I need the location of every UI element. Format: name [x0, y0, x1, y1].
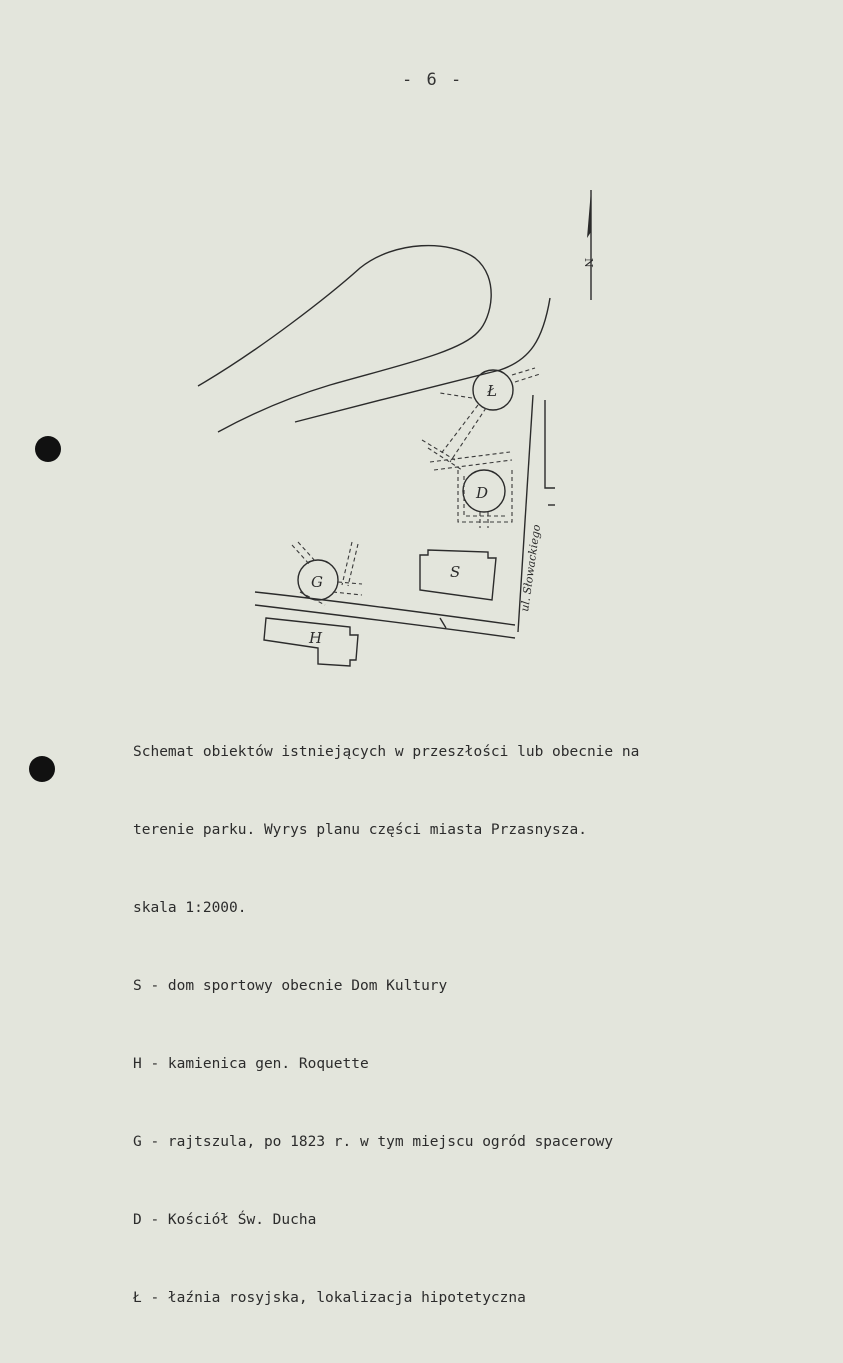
map-caption [133, 687, 773, 1363]
marker-rajtszula [298, 560, 338, 600]
page-number: - 6 - [402, 70, 464, 90]
building-s-label: S [450, 563, 461, 581]
legend-item-h: H - kamienica gen. Roquette [133, 1056, 369, 1072]
street-label: ul. Słowackiego [518, 523, 544, 613]
building-kamienica [264, 618, 358, 666]
legend-item-d: D - Kościół Św. Ducha [133, 1212, 317, 1228]
caption-scale: skala 1:2000. [133, 900, 247, 916]
marker-rajtszula-label: G [311, 573, 323, 591]
marker-kosciol-label: D [476, 484, 489, 502]
punch-hole-icon [29, 756, 55, 782]
curved-road [295, 298, 550, 422]
marker-lazna [473, 370, 513, 410]
caption-line-2: terenie parku. Wyrys planu części miasta Przasnysza. [133, 822, 587, 838]
building-h-label: H [309, 629, 323, 647]
legend-item-g: G - rajtszula, po 1823 r. w tym miejscu ogród spacerowy [133, 1134, 614, 1150]
punch-hole-icon [35, 436, 61, 462]
marker-lazna-label: Ł [487, 382, 498, 400]
legend-item-s: S - dom sportowy obecnie Dom Kultury [133, 978, 448, 994]
north-arrow-icon [582, 190, 595, 300]
legend-item-l: Ł - łaźnia rosyjska, lokalizacja hipotetyczna [133, 1290, 526, 1306]
marker-kosciol [463, 470, 505, 512]
caption-line-1: Schemat obiektów istniejących w przeszłości lub obecnie na [133, 744, 640, 760]
park-boundary-outline [198, 246, 491, 432]
north-label: N [582, 258, 595, 268]
building-dom-sportowy [420, 550, 496, 600]
